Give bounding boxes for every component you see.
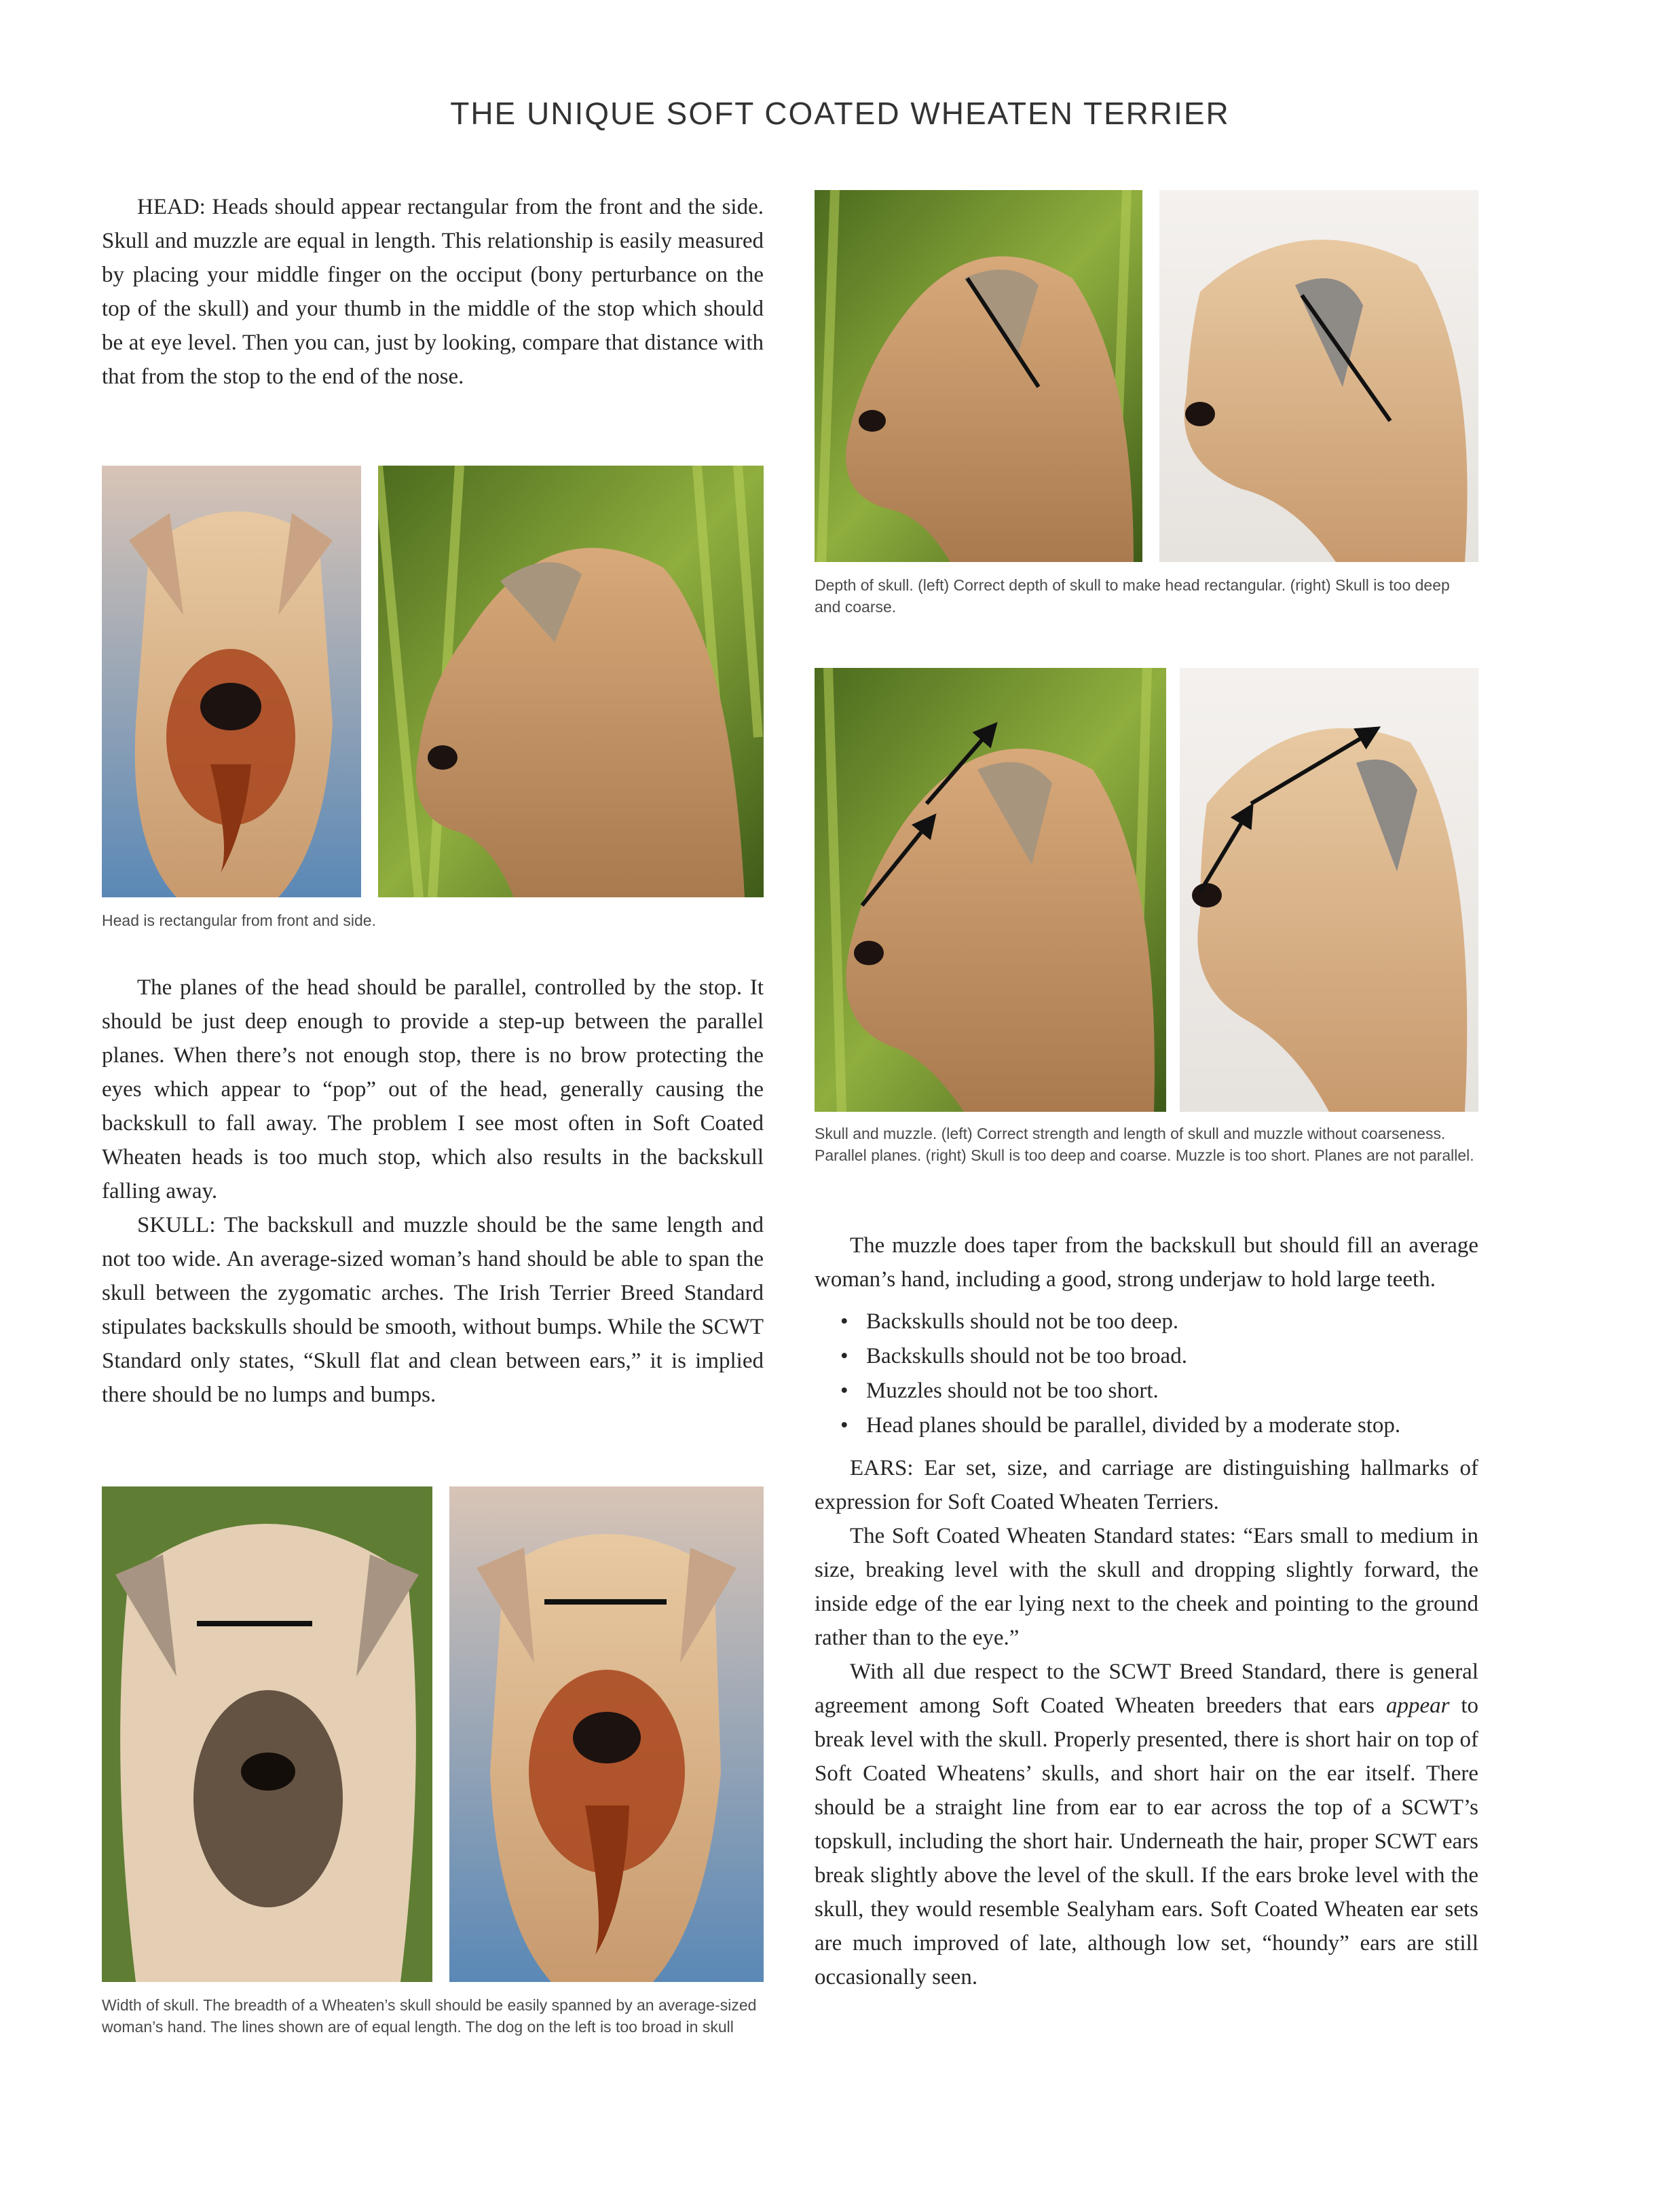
head-section: [102, 190, 764, 394]
list-item: • Backskulls should not be too deep.: [815, 1305, 1478, 1339]
due-respect-paragraph: With all due respect to the SCWT Breed Standard, there is general agreement among Soft Coated Wheaten breeders that ears appear to break level with the skull. Properly presented, there is short hair on top of Soft Coated Wheatens’ skulls, and short hair on the ear itself. There should be a straight line from ear to ear across the top of a SCWT’s topskull, including the short hair. Underneath the hair, proper SCWT ears break slightly above the level of the skull. If the ears broke level with the skull, they would resemble Sealyham ears. Soft Coated Wheaten ear sets are much improved of late, although low set, “houndy” ears are still occasionally seen.: [815, 1660, 1479, 1989]
photo-skull-correct: [449, 1486, 764, 1982]
photo-skull-too-broad: [102, 1486, 432, 1982]
head-faults-list: [815, 1305, 1478, 1443]
bullet-point: •: [840, 1413, 848, 1438]
caption-head-rectangular: Head is rectangular from front and side.: [102, 912, 376, 929]
bullet-point: •: [840, 1379, 848, 1403]
page-title: THE UNIQUE SOFT COATED WHEATEN TERRIER: [450, 96, 1230, 131]
list-item: • Muzzles should not be too short.: [815, 1374, 1478, 1408]
caption-depth-of-skull: Depth of skull. (left) Correct depth of skull to make head rectangular. (right) Skull is too deep and coarse.: [815, 576, 1450, 616]
list-item: • Head planes should be parallel, divided by a moderate stop.: [815, 1408, 1478, 1443]
photo-depth-correct: [815, 190, 1142, 562]
list-item: • Backskulls should not be too broad.: [815, 1339, 1478, 1374]
bullet-point: •: [840, 1309, 848, 1334]
skull-paragraph: SKULL: The backskull and muzzle should be the same length and not too wide. An average-sized woman’s hand should be able to span the skull between the zygomatic arches. The Irish Terrier Breed Standard stipulates backskulls should be smooth, without bumps. While the SCWT Standard only states, “Skull flat and clean between ears,” it is implied there should be no lumps and bumps.: [102, 1213, 764, 1407]
bullet-point: •: [840, 1344, 848, 1368]
standard-quote-paragraph: The Soft Coated Wheaten Standard states: “Ears small to medium in size, breaking level with the skull and dropping slightly forward, the inside edge of the ear lying next to the cheek and pointing to the ground rather than to the eye.”: [815, 1524, 1478, 1650]
head-paragraph: HEAD: Heads should appear rectangular from the front and the side. Skull and muzzle are equal in length. This relationship is easily measured by placing your middle finger on the occiput (bony perturbance on the top of the skull) and your thumb in the middle of the stop which should be at eye level. Then you can, just by looking, compare that distance with that from the stop to the end of the nose.: [102, 195, 764, 389]
muzzle-and-ears-section: [815, 1229, 1478, 1994]
photo-depth-too-deep: [1159, 190, 1478, 562]
planes-and-skull-section: [102, 971, 764, 1412]
photo-side-head: [378, 466, 764, 897]
muzzle-paragraph: The muzzle does taper from the backskull but should fill an average woman’s hand, including a good, strong underjaw to hold large teeth.: [815, 1233, 1478, 1292]
ears-paragraph: EARS: Ear set, size, and carriage are distinguishing hallmarks of expression for Soft Coated Wheaten Terriers.: [815, 1456, 1478, 1514]
photo-front-head: [102, 466, 361, 897]
caption-width-of-skull: Width of skull. The breadth of a Wheaten’s skull should be easily spanned by an average-sized woman’s hand. The lines shown are of equal length. The dog on the left is too broad in skull: [102, 1996, 757, 2036]
planes-paragraph: The planes of the head should be parallel, controlled by the stop. It should be just deep enough to provide a step-up between the parallel planes. When there’s not enough stop, there is no brow protecting the eyes which appear to “pop” out of the head, generally causing the backskull to fall away. The problem I see most often in Soft Coated Wheaten heads is too much stop, which also results in the backskull falling away.: [102, 975, 764, 1203]
photo-skull-muzzle-correct: [815, 668, 1166, 1112]
caption-skull-and-muzzle: Skull and muzzle. (left) Correct strength and length of skull and muzzle without coarseness. Parallel planes. (right) Skull is too deep and coarse. Muzzle is too short. Planes are not parallel.: [815, 1125, 1474, 1164]
photo-skull-muzzle-incorrect: [1180, 668, 1478, 1112]
